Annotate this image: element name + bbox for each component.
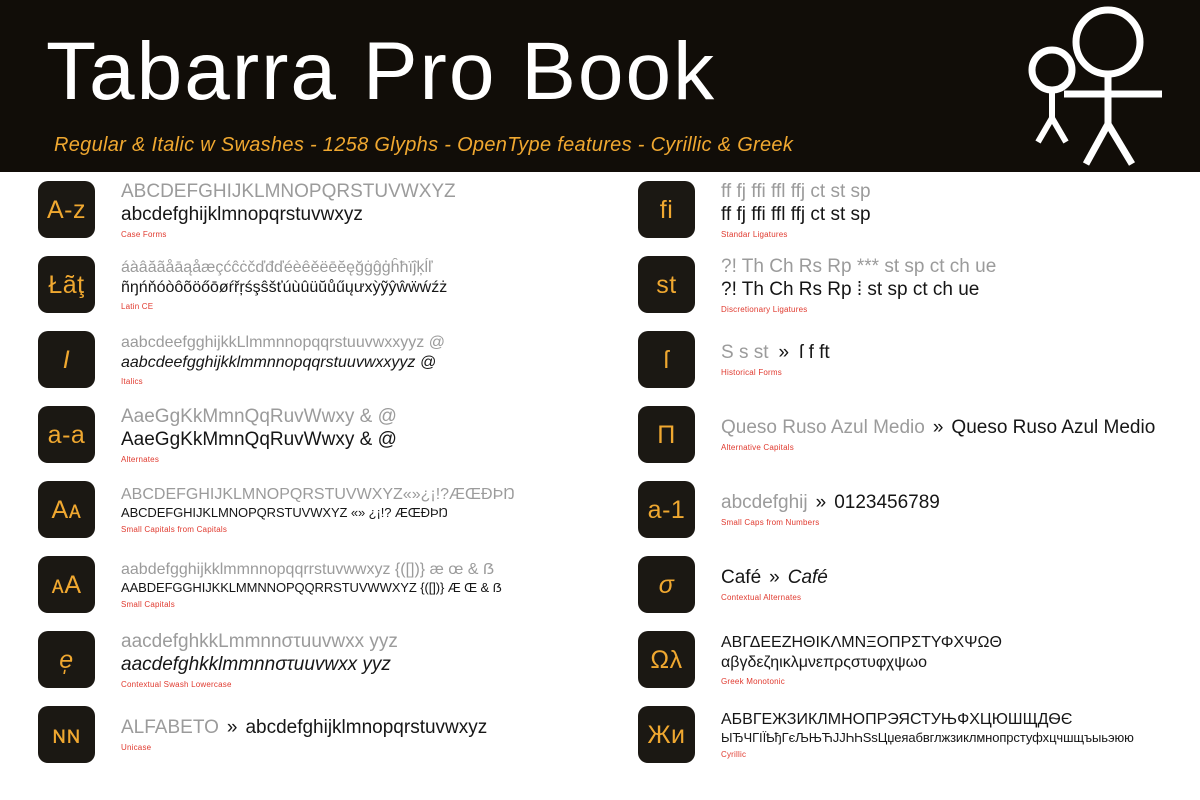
specimen-row-alternates: [0, 397, 600, 472]
right-column: [600, 172, 1200, 800]
stick-figure-logo-icon: [990, 6, 1170, 166]
specimen-row-small-capitals: [0, 547, 600, 622]
feature-badge-unicase: ɴɴ: [38, 706, 95, 763]
feature-badge-contextual-swash: e̩: [38, 631, 95, 688]
sample-line-black: abcdefghijklmnopqrstuvwxyz: [121, 203, 363, 225]
sample-standard-ligatures: [721, 180, 1200, 240]
feature-badge-greek: Ωλ: [638, 631, 695, 688]
sample-line-gray: aabcdeefgghijkkLlmmnnopqqrstuuvwxxyyz @: [121, 333, 445, 351]
sample-contextual-alternates: [721, 566, 1200, 603]
sample-line-gray: ΑΒΓΔΕΕΖΗΘΙΚΛΜΝΞΟΠΡΣΤΥΦΧΨΩΘ: [721, 633, 1002, 651]
header-subtitle: Regular & Italic w Swashes - 1258 Glyphs - OpenType features - Cyrillic & Greek: [54, 134, 794, 156]
feature-caption: Small Caps from Numbers: [721, 518, 820, 527]
sample-line-gray: ABCDEFGHIJKLMNOPQRSTUVWXYZ«»¿¡!?ÆŒÐÞŊ: [121, 485, 515, 503]
sample-line-black: AABDEFGGHIJKKLMMNNOPQQRRSTUVWWXYZ {([])} Æ Œ & ẞ: [121, 579, 502, 595]
sample-line-black: Café: [787, 567, 828, 588]
feature-caption: Standar Ligatures: [721, 229, 788, 239]
specimen-row-contextual-alternates: [600, 547, 1200, 622]
sample-line-gray: aabdefgghijkklmmnnopqqrrstuvwwxyz {([])} æ œ & ẞ: [121, 560, 495, 578]
feature-badge-alternates: a-a: [38, 406, 95, 463]
sample-line-gray: Café: [721, 567, 762, 588]
sample-line-gray: АБВГЕЖЗИКЛМНОПРЭЯСТУЊФХЦЮШЩДѲЄ: [721, 710, 1073, 728]
sample-line-gray: AaeGgKkMmnQqRuvWwxy & @: [121, 405, 397, 427]
sample-line-black: ?! Th Ch Rs Rp ⁞ st sp ct ch ue: [721, 278, 980, 300]
sample-line-black: ЫЂЧГІЇҌђГєЉЊЋЈЈҺҺSsЦџеяабвглжзиклмнопрстуфхцчшщъыьэюю: [721, 729, 1134, 745]
sample-line-black: ñŋńňóòôõöőōøŕřŗśşŝšťúùûüŭůűųưхỳỹŷŵẅẃźż: [121, 278, 448, 296]
sample-unicase: [121, 716, 600, 753]
specimen-row-unicase: [0, 697, 600, 772]
arrow-glyph: »: [769, 567, 780, 588]
arrow-glyph: »: [815, 492, 827, 513]
feature-badge-discretionary-ligatures: st: [638, 256, 695, 313]
specimen-row-greek-monotonic: [600, 622, 1200, 697]
feature-badge-small-caps-from-numbers: a-1: [638, 481, 695, 538]
page-title: Tabarra Pro Book: [46, 26, 717, 117]
sample-contextual-swash: [121, 630, 600, 690]
feature-caption: Greek Monotonic: [721, 676, 785, 686]
sample-discretionary-ligatures: [721, 255, 1200, 315]
sample-line-gray: ?! Th Ch Rs Rp *** st sp ct ch ue: [721, 255, 997, 277]
sample-line-black: Queso Ruso Azul Medio: [951, 417, 1156, 438]
sample-line-black: aabcdeefgghijkklmmnnopqqrstuuvwxxyyz @: [121, 353, 437, 371]
sample-italics: [121, 333, 600, 387]
feature-caption: Small Capitals from Capitals: [121, 524, 228, 534]
feature-badge-cyrillic: Жи: [638, 706, 695, 763]
feature-caption: Discretionary Ligatures: [721, 304, 808, 314]
specimen-content: [0, 172, 1200, 800]
feature-caption: Cyrillic: [721, 749, 747, 759]
specimen-row-italics: [0, 322, 600, 397]
feature-caption: Latin CE: [121, 301, 154, 311]
sample-line-black: aacdefghkklmmnnστuuvwxx yyz: [121, 653, 391, 675]
feature-badge-latin-ce: Łãţ: [38, 256, 95, 313]
specimen-row-latin-ce: [0, 247, 600, 322]
feature-caption: Alternative Capitals: [721, 443, 794, 452]
specimen-row-discretionary-ligatures: [600, 247, 1200, 322]
sample-greek: [721, 633, 1200, 687]
sample-line-black: ff fj ffi ffl ffj ct st sp: [721, 203, 871, 225]
feature-caption: Contextual Alternates: [721, 593, 802, 602]
sample-historical-forms: [721, 341, 1200, 378]
arrow-glyph: »: [226, 717, 238, 738]
specimen-row-cyrillic: [600, 697, 1200, 772]
feature-badge-small-capitals: ᴀA: [38, 556, 95, 613]
feature-caption: Case Forms: [121, 229, 167, 239]
sample-small-caps-from-caps: [121, 485, 600, 535]
sample-alternative-capitals: [721, 416, 1200, 453]
arrow-glyph: »: [932, 417, 944, 438]
feature-badge-standard-ligatures: fi: [638, 181, 695, 238]
sample-line-black: 0123456789: [834, 492, 940, 513]
specimen-row-small-capitals-from-capitals: [0, 472, 600, 547]
sample-line-black: AaeGgKkMmnQqRuvWwxy & @: [121, 428, 397, 450]
sample-line-gray: S s st: [721, 342, 769, 363]
specimen-row-case-forms: [0, 172, 600, 247]
sample-line-gray: áàâăãåāąåæçćĉċčďđďéèêěëēĕęğġĝģĥħïĵķĺľ: [121, 258, 433, 276]
left-column: [0, 172, 600, 800]
feature-caption: Contextual Swash Lowercase: [121, 679, 232, 689]
arrow-glyph: »: [778, 342, 790, 363]
sample-line-gray: Queso Ruso Azul Medio: [721, 417, 925, 438]
feature-badge-case-forms: A-z: [38, 181, 95, 238]
sample-small-caps-from-numbers: [721, 491, 1200, 528]
feature-caption: Alternates: [121, 454, 160, 464]
sample-latin-ce: [121, 258, 600, 312]
sample-line-black: abcdefghijklmnopqrstuvwxyz: [245, 717, 488, 738]
feature-badge-small-caps-from-caps: Aᴀ: [38, 481, 95, 538]
feature-caption: Unicase: [121, 743, 152, 752]
sample-small-capitals: [121, 560, 600, 610]
feature-caption: Italics: [121, 376, 143, 386]
feature-caption: Small Capitals: [121, 599, 175, 609]
specimen-row-historical-forms: [600, 322, 1200, 397]
feature-badge-alternative-capitals: Π: [638, 406, 695, 463]
specimen-row-contextual-swash-lowercase: [0, 622, 600, 697]
feature-caption: Historical Forms: [721, 368, 782, 377]
sample-line-gray: ABCDEFGHIJKLMNOPQRSTUVWXYZ: [121, 180, 456, 202]
sample-line-black: ſ f ft: [799, 342, 830, 363]
specimen-row-alternative-capitals: [600, 397, 1200, 472]
feature-badge-contextual-alternates: σ: [638, 556, 695, 613]
feature-badge-italics: I: [38, 331, 95, 388]
sample-cyrillic: [721, 710, 1200, 760]
sample-line-gray: abcdefghij: [721, 492, 808, 513]
specimen-row-standard-ligatures: [600, 172, 1200, 247]
sample-line-gray: ff fj ffi ffl ffj ct st sp: [721, 180, 871, 202]
specimen-row-small-caps-from-numbers: [600, 472, 1200, 547]
header-banner: [0, 0, 1200, 172]
sample-line-black: αβγδεζηικλμνεπρςστυφχψωο: [721, 653, 927, 671]
sample-line-gray: ALFABETO: [121, 717, 219, 738]
sample-line-black: ABCDEFGHIJKLMNOPQRSTUVWXYZ «» ¿¡!? ÆŒÐÞŊ: [121, 504, 448, 520]
sample-alternates: [121, 405, 600, 465]
sample-line-gray: aacdefghkkLmmnnστuuvwxx yyz: [121, 630, 398, 652]
feature-badge-historical-forms: ſ: [638, 331, 695, 388]
sample-case-forms: [121, 180, 600, 240]
